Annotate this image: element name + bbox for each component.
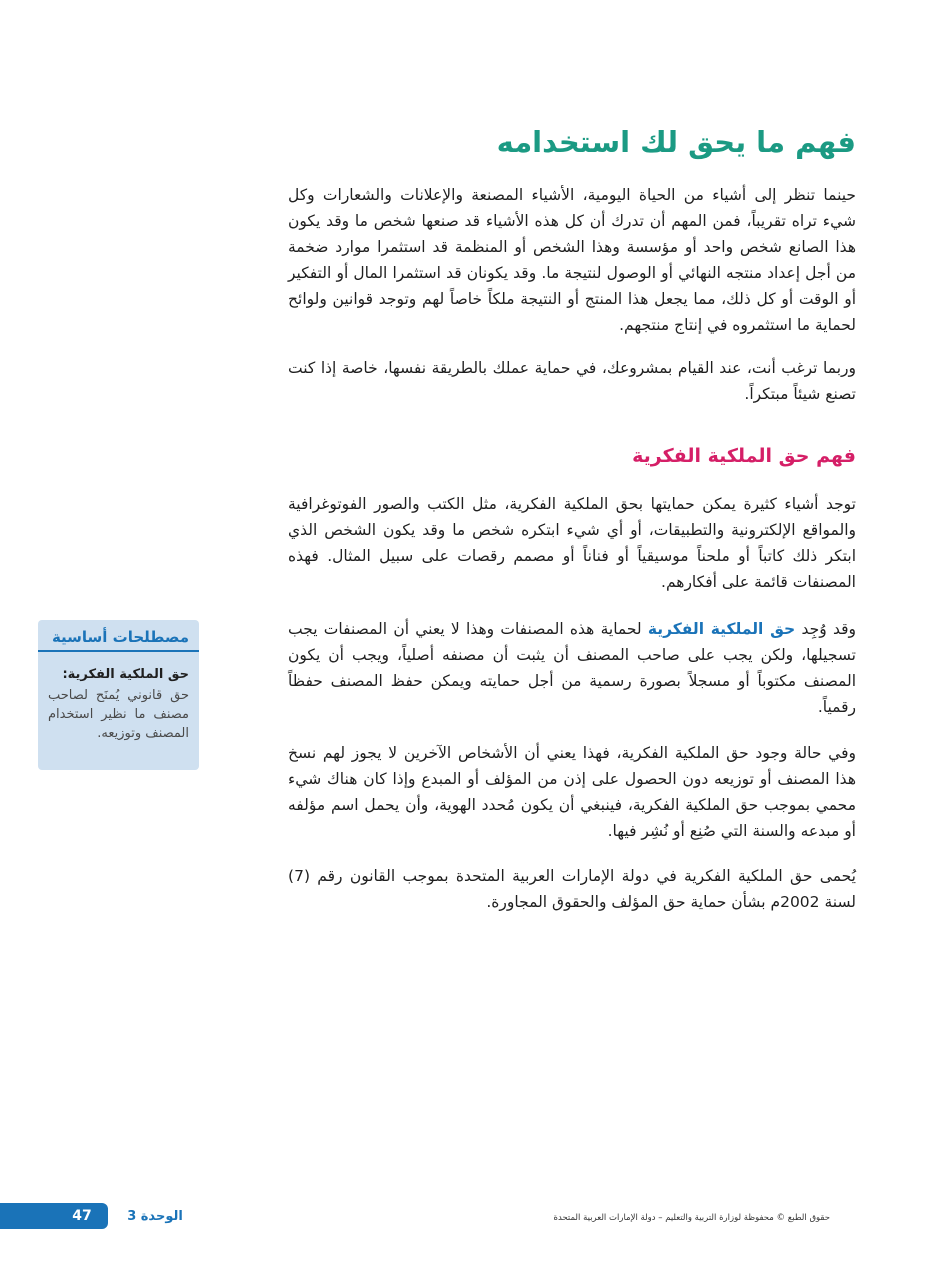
key-terms-box — [38, 620, 199, 770]
key-terms-title: مصطلحات أساسية — [38, 620, 199, 652]
ip-examples-paragraph: توجد أشياء كثيرة يمكن حمايتها بحق الملكية الفكرية، مثل الكتب والصور الفوتوغرافية والمواقع الإلكترونية والتطبيقات، أو أي شيء ابتكره شخص ما وقد يكون الشخص الذي ابتكر ذلك كاتباً أو ملحناً موسيقياً أو فناناً أو مصمم رقصات على سبيل المثال. فهذه المصنفات قائمة على أفكارهم. — [288, 495, 856, 591]
copyright-notice: حقوق الطبع © محفوظة لوزارة التربية والتعليم – دولة الإمارات العربية المتحدة — [553, 1213, 830, 1223]
project-paragraph: وربما ترغب أنت، عند القيام بمشروعك، في حماية عملك بالطريقة نفسها، خاصة إذا كنت تصنع شيئاً مبتكراً. — [288, 359, 856, 403]
page-title: فهم ما يحق لك استخدامه — [496, 125, 856, 159]
uae-law-paragraph: يُحمى حق الملكية الفكرية في دولة الإمارات العربية المتحدة بموجب القانون رقم (7) لسنة 2002م بشأن حماية حق المؤلف والحقوق المجاورة. — [288, 867, 856, 911]
term-prefix: وقد وُجِد — [795, 620, 856, 638]
term-suffix: لحماية هذه المصنفات وهذا لا يعني أن المصنفات يجب تسجيلها، ولكن يجب على صاحب المصنف أن يثبت أن مصنفه أصلياً، ويجب أن يكون المصنف مكتوباً أو مسجلاً بصورة رسمية من أجل حمايته ويمكن حفظ المصنف حفظاً رقمياً. — [288, 620, 856, 716]
key-term-name: حق الملكية الفكرية: — [62, 667, 189, 682]
key-term-definition: حق قانوني يُمنَح لصاحب مصنف ما نظير استخدام المصنف وتوزيعه. — [48, 688, 189, 741]
highlighted-term: حق الملكية الفكرية — [647, 620, 796, 638]
unit-label: الوحدة 3 — [127, 1209, 183, 1224]
section-subtitle: فهم حق الملكية الفكرية — [632, 445, 856, 467]
ip-definition-paragraph — [288, 616, 856, 720]
page-number: 47 — [72, 1208, 92, 1224]
ip-rights-paragraph: وفي حالة وجود حق الملكية الفكرية، فهذا يعني أن الأشخاص الآخرين لا يجوز لهم نسخ هذا المصنف أو توزيعه دون الحصول على إذن من المؤلف أو المبدع وإذا كان هناك شيء محمي بموجب حق الملكية الفكرية، فينبغي أن يكون مُحدد الهوية، وأن يحمل اسم مؤلفه أو مبدعه والسنة التي صُنِع أو نُشِر فيها. — [288, 744, 856, 840]
intro-paragraph: حينما تنظر إلى أشياء من الحياة اليومية، الأشياء المصنعة والإعلانات والشعارات وكل شيء تراه تقريباً، فمن المهم أن تدرك أن كل هذه الأشياء قد صنعها شخص ما وقد يكون هذا الصانع شخص واحد أو مؤسسة وهذا الشخص أو المنظمة قد استثمرا موارد ضخمة من أجل إعداد منتجه النهائي أو الوصول لنتيجة ما. وقد يكونان قد استثمرا المال أو التفكير أو الوقت أو كل ذلك، مما يجعل هذا المنتج أو النتيجة ملكاً خاصاً لهم وتوجد قوانين ولوائح لحماية ما استثمروه في إنتاج منتجهم. — [288, 186, 856, 334]
